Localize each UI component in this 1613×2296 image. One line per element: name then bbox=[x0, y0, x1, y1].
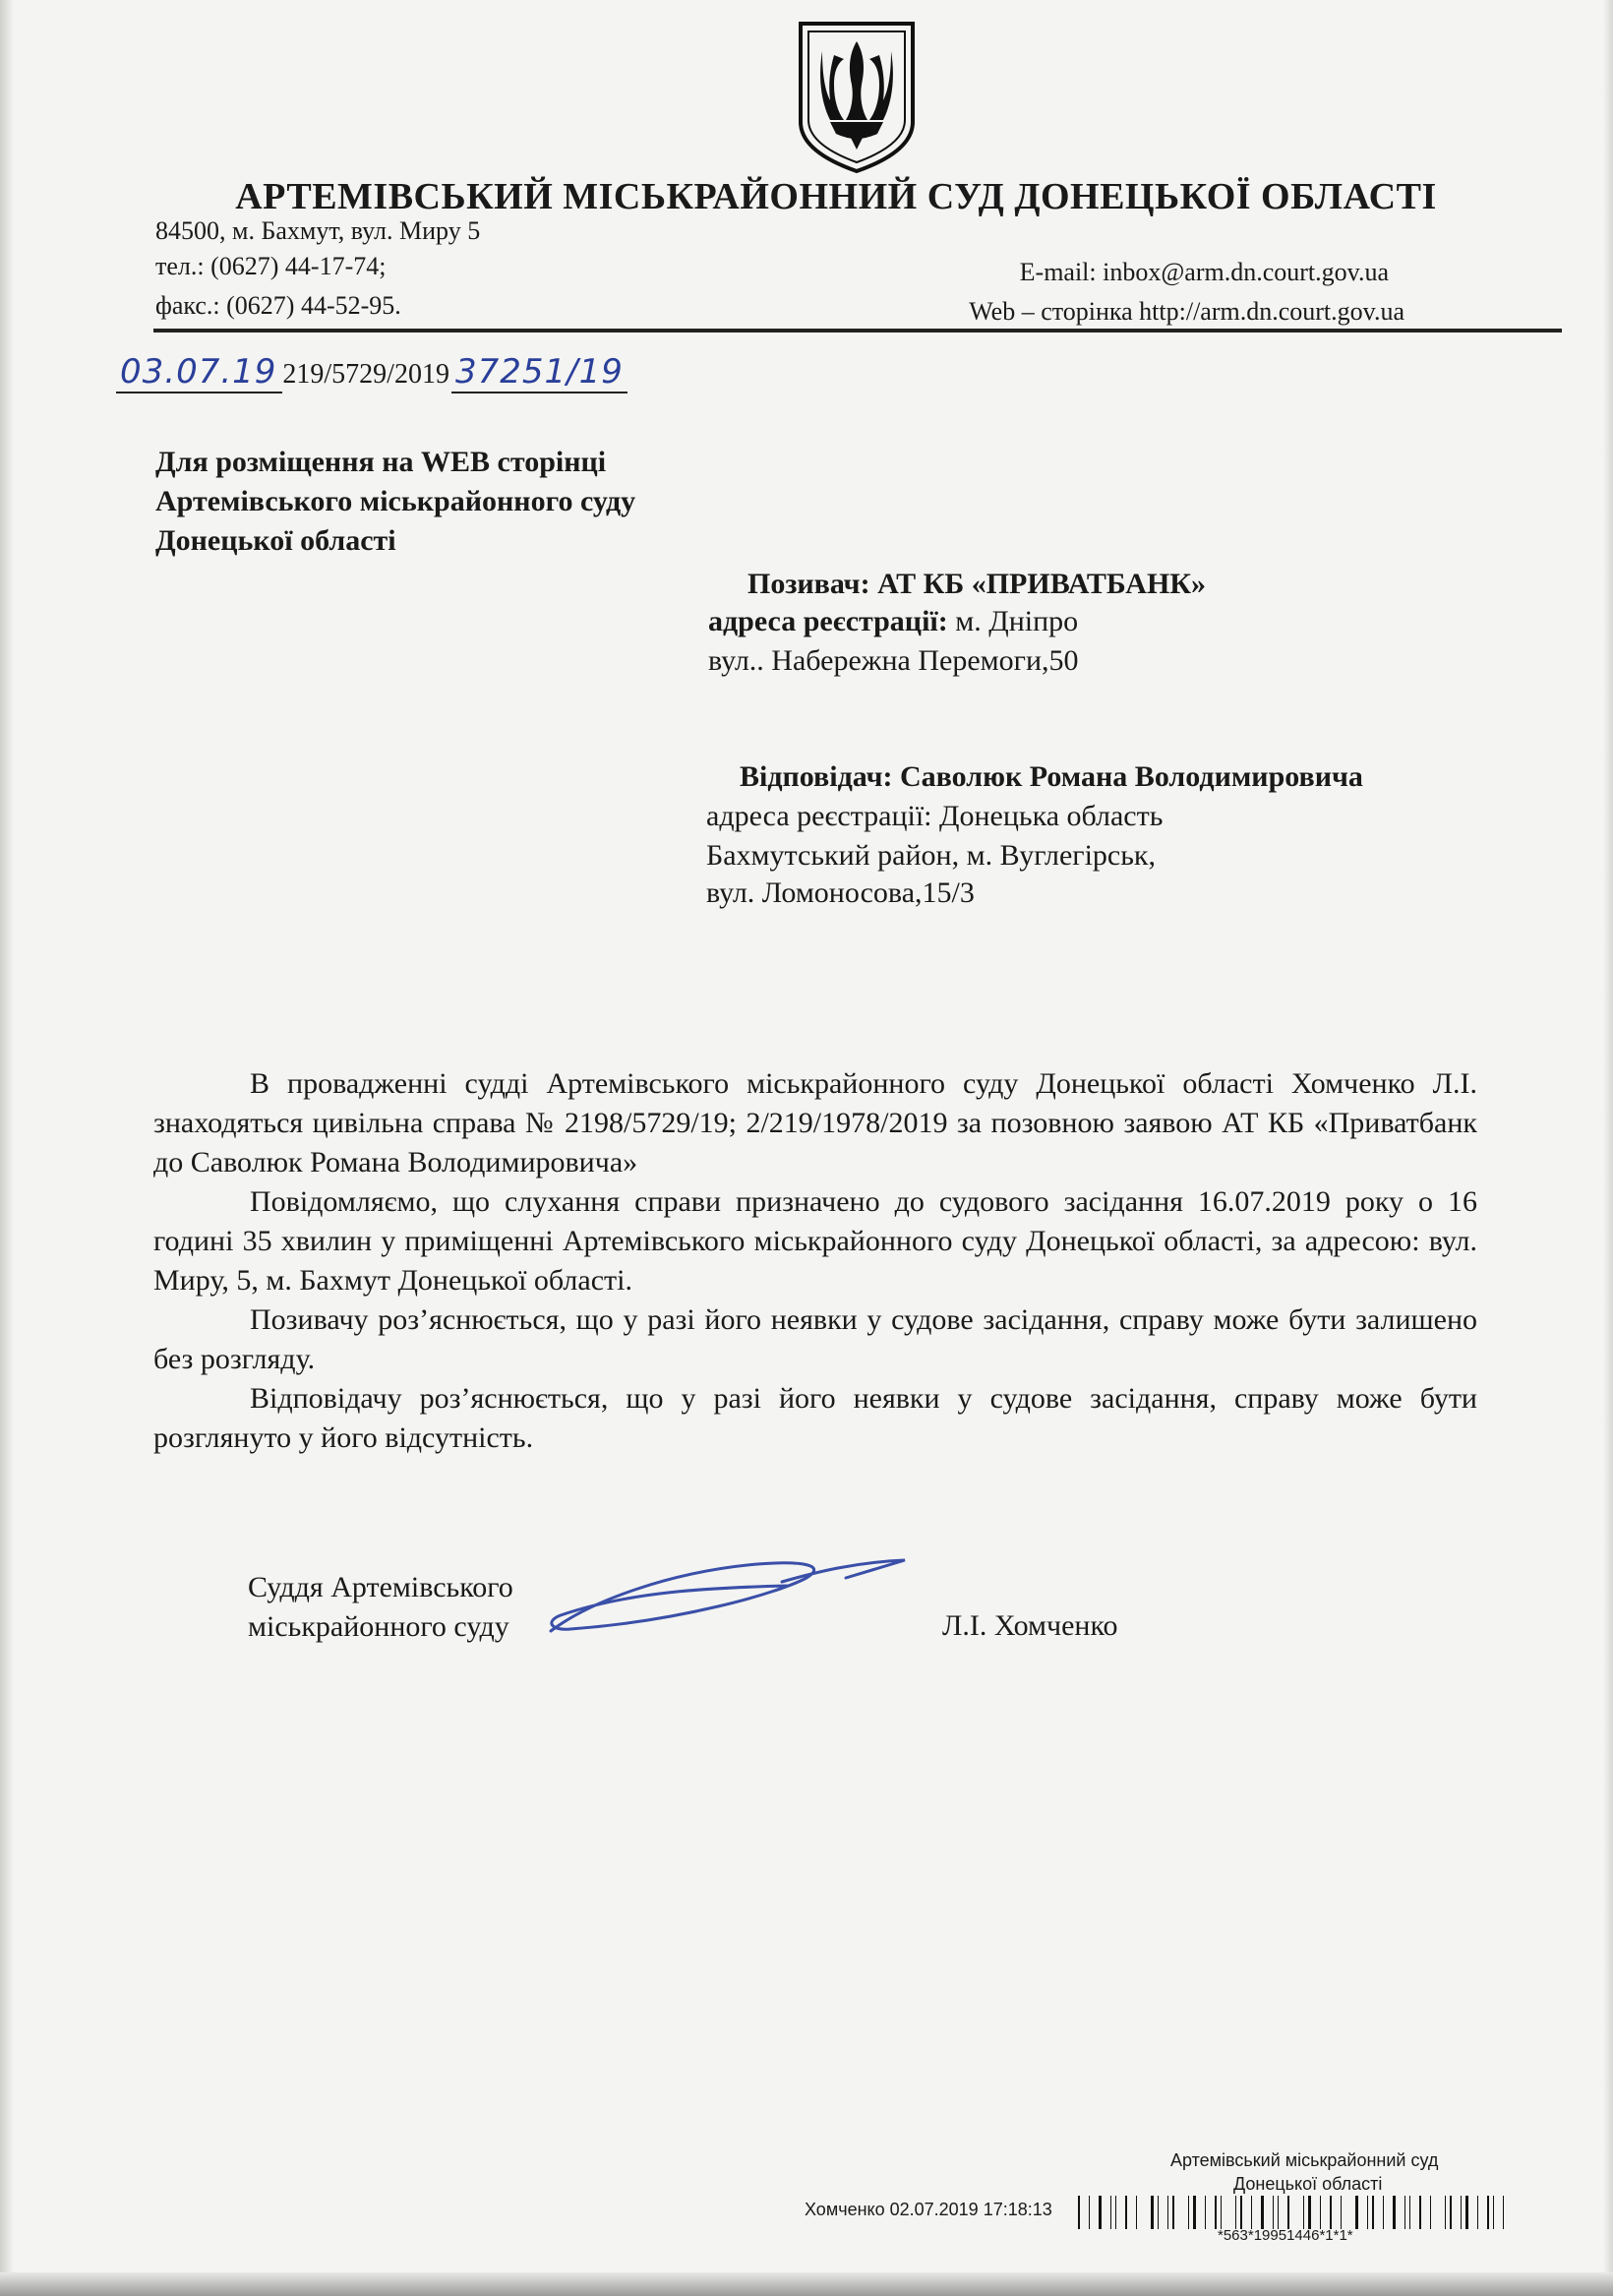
court-website: Web – сторінка http://arm.dn.court.gov.ua bbox=[969, 297, 1404, 326]
judge-title: Суддя Артемівського міськрайонного суду bbox=[248, 1571, 513, 1643]
registration-date: 03.07.19 bbox=[116, 352, 282, 393]
scan-edge-right bbox=[1603, 0, 1613, 2296]
plaintiff-label: Позивач: АТ КБ «ПРИВАТБАНК» bbox=[747, 568, 1207, 600]
addressee-line: Артемівського міськрайонного суду bbox=[155, 485, 636, 517]
scan-edge-left bbox=[0, 0, 14, 2296]
judge-name: Л.І. Хомченко bbox=[942, 1609, 1118, 1642]
case-reference: 219/5729/2019 bbox=[282, 359, 449, 390]
addressee-line: Для розміщення на WEB сторінці bbox=[155, 446, 607, 478]
stamp-signature-time: Хомченко 02.07.2019 17:18:13 bbox=[805, 2200, 1052, 2219]
body-paragraph: Відповідачу роз’яснюється, що у разі його неявки у судове засідання, справу може бути розглянуто у його відсутність. bbox=[153, 1382, 1477, 1454]
header-divider bbox=[153, 329, 1562, 332]
addressee-block bbox=[155, 443, 635, 561]
body-paragraph: Позивачу роз’яснюється, що у разі його неявки у судове засідання, справу може бути залишено без розгляду. bbox=[153, 1303, 1477, 1375]
stamp-organization: Артемівський міськрайонний суд bbox=[1170, 2150, 1439, 2170]
address-label: адреса реєстрації: bbox=[708, 605, 948, 637]
court-email: E-mail: inbox@arm.dn.court.gov.ua bbox=[1019, 258, 1389, 286]
scan-edge-bottom bbox=[0, 2272, 1613, 2296]
coat-of-arms-icon bbox=[795, 20, 919, 173]
defendant-address-line: вул. Ломоносова,15/3 bbox=[706, 876, 975, 909]
body-paragraph: Повідомляємо, що слухання справи призначено до судового засідання 16.07.2019 року о 16 годині 35 хвилин у приміщенні Артемівського міськрайонного суду Донецької області, за адресою: вул. Миру, 5, м. Бахмут Донецької області. bbox=[153, 1185, 1477, 1297]
handwritten-signature bbox=[531, 1542, 944, 1651]
address-city: м. Дніпро bbox=[947, 605, 1079, 637]
court-address: 84500, м. Бахмут, вул. Миру 5 bbox=[155, 216, 481, 245]
defendant-address-line: Бахмутський район, м. Вуглегірськ, bbox=[706, 839, 1156, 872]
stamp-organization: Донецької області bbox=[1233, 2174, 1383, 2194]
letter-body bbox=[153, 1064, 1477, 1458]
plaintiff-address-city bbox=[708, 602, 1078, 641]
barcode-text: *563*19951446*1*1* bbox=[1218, 2227, 1353, 2244]
court-name: АРТЕМІВСЬКИЙ МІСЬКРАЙОННИЙ СУД ДОНЕЦЬКОЇ ОБЛАСТІ bbox=[235, 176, 1437, 217]
defendant-label: Відповідач: Саволюк Романа Володимировича bbox=[740, 760, 1363, 793]
outgoing-number: 37251/19 bbox=[451, 352, 627, 393]
court-fax: факс.: (0627) 44-52-95. bbox=[155, 291, 401, 320]
plaintiff-address-street: вул.. Набережна Перемоги,50 bbox=[708, 644, 1079, 677]
court-phone: тел.: (0627) 44-17-74; bbox=[155, 252, 387, 280]
defendant-address-line: адреса реєстрації: Донецька область bbox=[706, 800, 1164, 832]
registration-line bbox=[116, 352, 627, 411]
body-paragraph: В провадженні судді Артемівського міськрайонного суду Донецької області Хомченко Л.І. знаходяться цивільна справа № 2198/5729/19; 2/219/1978/2019 за позовною заявою АТ КБ «Приватбанк до Саволюк Романа Володимировича» bbox=[153, 1067, 1477, 1178]
addressee-line: Донецької області bbox=[155, 524, 396, 557]
